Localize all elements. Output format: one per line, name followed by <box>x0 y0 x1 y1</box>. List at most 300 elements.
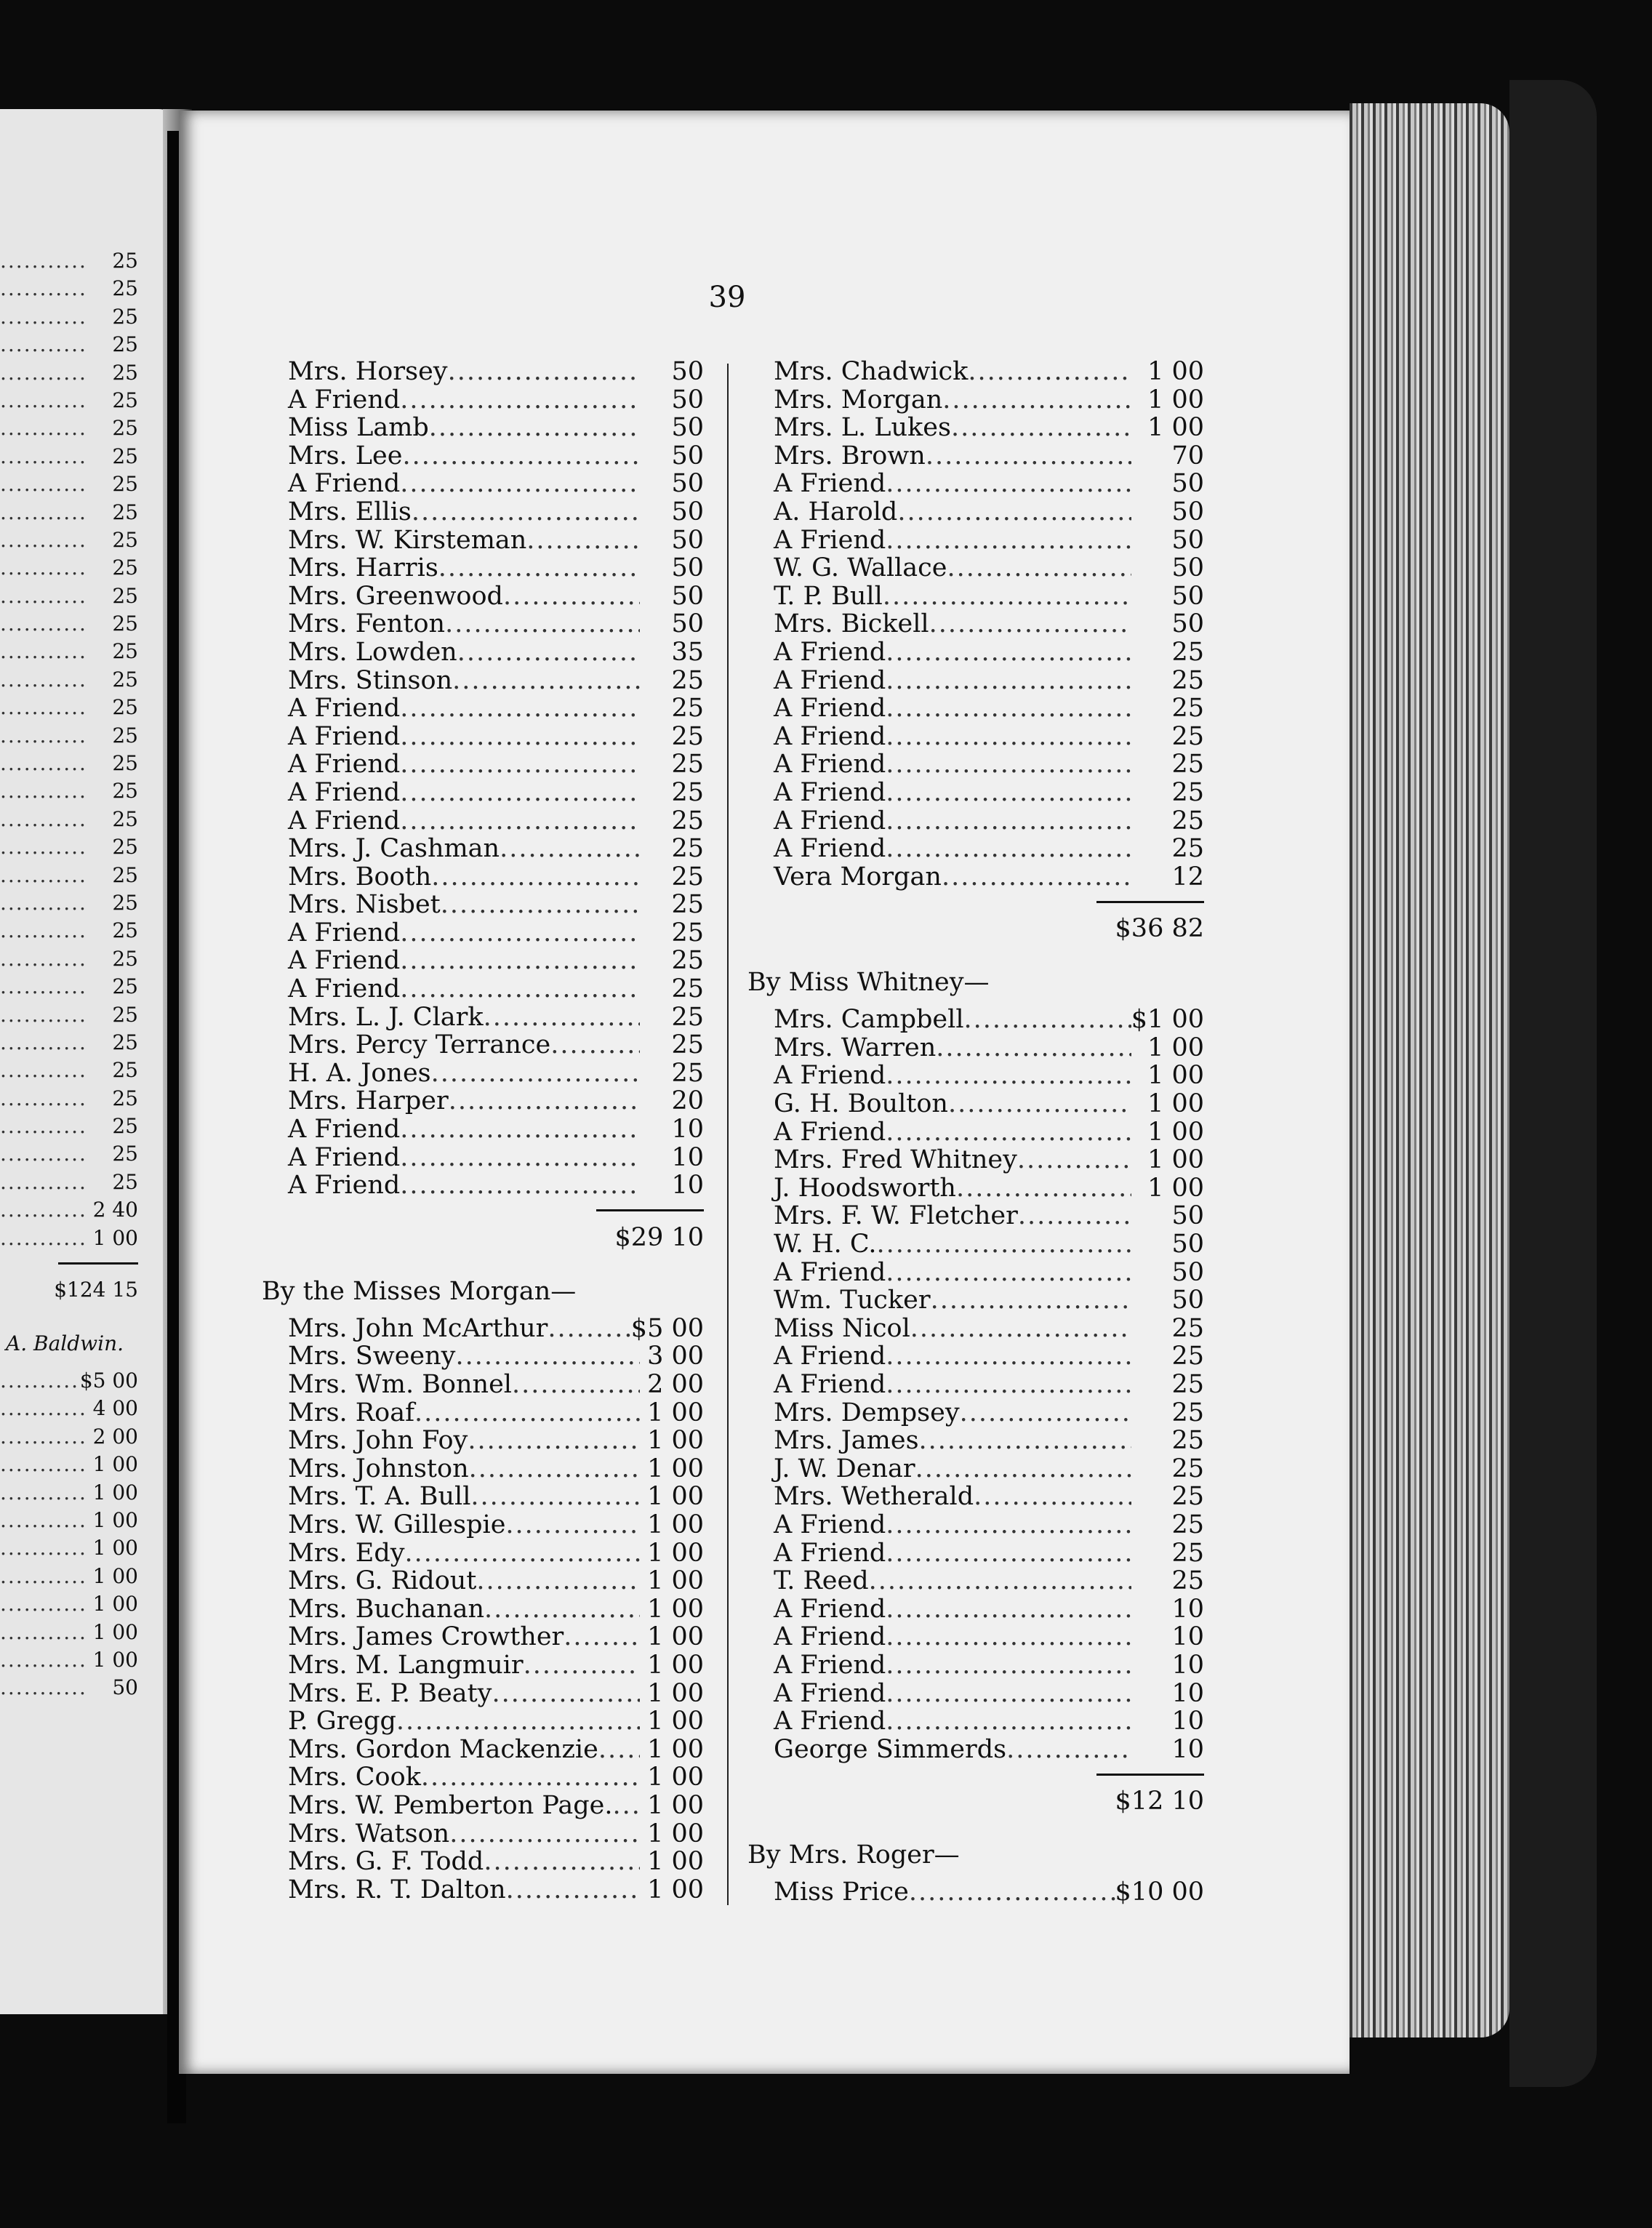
amount-row <box>0 387 138 414</box>
amount: 2 00 <box>647 1370 704 1399</box>
dot-leader <box>869 1567 1131 1595</box>
section-heading: By Miss Whitney— <box>747 968 990 998</box>
contributor-name: A Friend <box>774 1678 886 1708</box>
amount: 1 00 <box>1147 1117 1204 1147</box>
dot-leader <box>0 833 87 861</box>
amount: 25 <box>112 1030 138 1054</box>
contribution-row <box>288 582 704 611</box>
contribution-row <box>774 610 1204 638</box>
dot-leader <box>951 414 1131 442</box>
amount: 50 <box>671 357 704 386</box>
amount: 25 <box>1171 1342 1204 1371</box>
amount: 25 <box>1171 1370 1204 1399</box>
amount: 50 <box>671 497 704 526</box>
amount: 10 <box>671 1115 704 1145</box>
amount: 1 00 <box>647 1510 704 1539</box>
amount: 12 <box>1171 862 1204 891</box>
amount: 1 00 <box>647 1678 704 1708</box>
amount: 1 00 <box>647 1847 704 1877</box>
contribution-row <box>774 498 1204 526</box>
amount-row <box>0 582 138 610</box>
contributor-name: A Friend <box>774 1342 886 1371</box>
amount: 25 <box>112 1002 138 1027</box>
dot-leader <box>886 1118 1131 1147</box>
amount: 1 00 <box>1147 1173 1204 1203</box>
contribution-row <box>288 386 704 414</box>
contribution-row <box>774 1567 1204 1595</box>
rule-line <box>58 1262 138 1265</box>
amount: 1 00 <box>1147 1061 1204 1091</box>
contribution-row <box>774 723 1204 751</box>
total-rule <box>0 1252 138 1274</box>
dot-leader <box>492 1680 640 1708</box>
amount-row <box>0 1646 138 1674</box>
dot-leader <box>400 1115 640 1144</box>
contributor-name: A Friend <box>774 1538 886 1568</box>
total-rule <box>774 891 1204 913</box>
amount: 10 <box>1171 1622 1204 1652</box>
amount: 25 <box>112 332 138 357</box>
section-total: $12 10 <box>1115 1787 1204 1816</box>
amount: 25 <box>112 304 138 329</box>
amount: 25 <box>1171 834 1204 864</box>
amount: 1 00 <box>647 1875 704 1904</box>
amount: 25 <box>671 1002 704 1032</box>
dot-leader <box>886 1371 1131 1399</box>
contributor-name: Mrs. James Crowther <box>288 1622 564 1652</box>
dot-leader <box>0 1029 87 1057</box>
contributor-name: Mrs. Booth <box>288 862 432 891</box>
contribution-row <box>774 1202 1204 1230</box>
amount-row <box>0 862 138 889</box>
contribution-row <box>288 1059 704 1088</box>
amount: 50 <box>1171 553 1204 583</box>
dot-leader <box>886 1259 1131 1287</box>
amount: 25 <box>671 694 704 724</box>
amount: 1 00 <box>1147 1145 1204 1175</box>
contribution-row <box>288 442 704 470</box>
amount-row <box>0 1507 138 1534</box>
contributor-name: Mrs. Wm. Bonnel <box>288 1370 512 1399</box>
contribution-row <box>288 1455 704 1483</box>
amount: 1 00 <box>647 1454 704 1483</box>
amount: 1 00 <box>92 1563 138 1588</box>
amount: 25 <box>112 444 138 468</box>
amount: 25 <box>112 556 138 580</box>
amount: 25 <box>112 695 138 720</box>
contribution-row <box>774 358 1204 386</box>
dot-leader <box>919 1427 1131 1455</box>
contribution-row <box>288 1736 704 1764</box>
dot-leader <box>886 1595 1131 1624</box>
amount-row <box>0 1057 138 1084</box>
contributor-name: A Friend <box>288 385 401 414</box>
dot-leader <box>484 1595 640 1624</box>
amount: 25 <box>112 723 138 748</box>
contributor-name: Mrs. F. W. Fletcher <box>774 1201 1018 1231</box>
amount: 25 <box>671 890 704 920</box>
dot-leader <box>414 1399 640 1427</box>
amount: 25 <box>112 1114 138 1139</box>
dot-leader <box>0 1395 87 1422</box>
contributor-name: Mrs. Campbell <box>774 1005 964 1035</box>
contribution-row <box>288 947 704 975</box>
amount: 25 <box>1171 721 1204 751</box>
contribution-row <box>774 1595 1204 1624</box>
contributor-name: Mrs. Ellis <box>288 497 412 526</box>
amount: 25 <box>671 946 704 976</box>
amount: 25 <box>112 248 138 273</box>
contribution-row <box>288 1848 704 1876</box>
contribution-row <box>774 1455 1204 1483</box>
dot-leader <box>484 1003 640 1032</box>
contributor-name: T. P. Bull <box>774 581 883 611</box>
contribution-row <box>774 1539 1204 1568</box>
dot-leader <box>886 835 1131 863</box>
contribution-row <box>774 526 1204 555</box>
contribution-row <box>774 1651 1204 1680</box>
dot-leader <box>400 779 640 807</box>
amount: 25 <box>112 862 138 887</box>
amount: 25 <box>112 527 138 552</box>
amount: 25 <box>671 974 704 1004</box>
contributor-name: Vera Morgan <box>774 862 942 891</box>
amount: 1 00 <box>92 1225 138 1250</box>
amount-row <box>0 1196 138 1224</box>
amount-row <box>0 275 138 302</box>
amount: 50 <box>1171 1257 1204 1287</box>
contributor-name: Mrs. Johnston <box>288 1454 469 1483</box>
contribution-row <box>288 1399 704 1427</box>
contributor-name: Mrs. John Foy <box>288 1426 468 1456</box>
amount-row <box>0 666 138 694</box>
amount: 1 00 <box>1147 1033 1204 1062</box>
dot-leader <box>503 582 640 611</box>
contribution-row <box>288 1003 704 1032</box>
amount: 35 <box>671 637 704 667</box>
dot-leader <box>974 1483 1131 1511</box>
amount-row <box>0 1113 138 1140</box>
rule-line <box>596 1209 704 1211</box>
amount: 50 <box>1171 581 1204 611</box>
contributor-name: George Simmerds <box>774 1734 1007 1764</box>
dot-leader <box>886 1651 1131 1680</box>
amount: 50 <box>1171 609 1204 639</box>
dot-leader <box>449 1820 640 1848</box>
contribution-row <box>774 807 1204 836</box>
amount: 1 00 <box>647 1707 704 1736</box>
rule-line <box>1096 1774 1204 1776</box>
contributor-name: A Friend <box>774 750 886 780</box>
contribution-row <box>288 1115 704 1144</box>
amount: 4 00 <box>92 1396 138 1421</box>
dot-leader <box>598 1736 640 1764</box>
amount-row <box>0 694 138 721</box>
dot-leader <box>0 1001 87 1029</box>
amount: 25 <box>112 918 138 943</box>
dot-leader <box>0 862 87 889</box>
contribution-row <box>774 1146 1204 1174</box>
contributor-name: Mrs. M. Langmuir <box>288 1650 524 1680</box>
contributor-name: Wm. Tucker <box>774 1286 931 1315</box>
amount: 50 <box>671 385 704 414</box>
amount: $5 00 <box>79 1369 138 1393</box>
amount-row <box>0 247 138 275</box>
contribution-row <box>288 1427 704 1455</box>
dot-leader <box>897 498 1131 526</box>
contributor-name: A Friend <box>288 469 401 499</box>
amount: 1 00 <box>647 1398 704 1427</box>
amount: 25 <box>671 918 704 947</box>
contributor-name: Mrs. Percy Terrance <box>288 1030 551 1060</box>
amount: 25 <box>112 751 138 776</box>
amount: 50 <box>1171 1201 1204 1231</box>
amount: 1 00 <box>647 1538 704 1568</box>
contribution-row <box>774 1878 1204 1907</box>
dot-leader <box>0 1225 87 1252</box>
contribution-row <box>288 1680 704 1708</box>
dot-leader <box>0 610 87 638</box>
contribution-row <box>774 1371 1204 1399</box>
contributor-name: Mrs. Gordon Mackenzie <box>288 1734 598 1764</box>
dot-leader <box>400 470 640 498</box>
contribution-row <box>288 1792 704 1820</box>
dot-leader <box>0 387 87 414</box>
contributor-name: Mrs. James <box>774 1426 919 1456</box>
entry-list-2 <box>288 1315 704 1904</box>
section-heading: By Mrs. Roger— <box>747 1840 960 1870</box>
amount: 25 <box>671 834 704 864</box>
contributor-name: A Friend <box>774 777 886 807</box>
contributor-name: A Friend <box>288 946 401 976</box>
amount: 1 00 <box>647 1622 704 1652</box>
contribution-row <box>288 1483 704 1511</box>
contributor-name: Mrs. Stinson <box>288 665 453 695</box>
dot-leader <box>512 1371 640 1399</box>
contributor-name: Mrs. Greenwood <box>288 581 503 611</box>
dot-leader <box>548 1315 630 1343</box>
contribution-row <box>288 1707 704 1736</box>
contributor-name: A Friend <box>288 694 401 724</box>
amount-row <box>0 833 138 861</box>
contributor-name: Mrs. Watson <box>288 1819 450 1848</box>
amount-row <box>0 443 138 470</box>
dot-leader <box>470 1483 640 1511</box>
dot-leader <box>886 1707 1131 1736</box>
contributor-name: Mrs. Harper <box>288 1086 449 1116</box>
contributor-name: A Friend <box>288 974 401 1004</box>
total-rule <box>774 1763 1204 1785</box>
contribution-row <box>288 1623 704 1651</box>
dot-leader <box>968 358 1131 386</box>
amount-row <box>0 499 138 526</box>
dot-leader <box>0 1479 87 1507</box>
contributor-name: Mrs. Lee <box>288 441 403 470</box>
dot-leader <box>0 722 87 750</box>
contribution-row <box>288 667 704 695</box>
contribution-row <box>288 891 704 919</box>
amount: 10 <box>1171 1678 1204 1708</box>
amount: 10 <box>1171 1734 1204 1764</box>
amount: 25 <box>1171 777 1204 807</box>
amount: 2 40 <box>92 1198 138 1222</box>
dot-leader <box>0 1169 87 1196</box>
dot-leader <box>400 694 640 723</box>
dot-leader <box>550 1031 640 1059</box>
contribution-row <box>288 975 704 1003</box>
amount-row <box>0 945 138 973</box>
dot-leader <box>400 386 640 414</box>
amount: 50 <box>671 609 704 639</box>
contributor-name: Mrs. Buchanan <box>288 1594 485 1624</box>
contribution-row <box>288 779 704 807</box>
contributor-name: Mrs. W. Pemberton Page. <box>288 1790 613 1820</box>
dot-leader <box>438 554 640 582</box>
amount: 1 00 <box>92 1480 138 1504</box>
contributor-name: A Friend <box>774 806 886 836</box>
amount: 50 <box>112 1675 138 1700</box>
amount: 25 <box>671 750 704 780</box>
contributor-name: A Friend <box>774 694 886 724</box>
dot-leader <box>441 891 640 919</box>
contribution-row <box>288 554 704 582</box>
contributor-name: A Friend <box>288 1115 401 1145</box>
column-divider <box>727 364 729 1905</box>
contributor-name: Mrs. Fred Whitney <box>774 1145 1017 1175</box>
amount: 25 <box>112 1169 138 1194</box>
amount: 2 00 <box>92 1424 138 1448</box>
contribution-row <box>288 358 704 386</box>
contribution-row <box>774 1174 1204 1203</box>
dot-leader <box>0 1451 87 1478</box>
dot-leader <box>886 1623 1131 1651</box>
dot-leader <box>886 723 1131 751</box>
dot-leader <box>0 638 87 665</box>
amount: 25 <box>1171 1482 1204 1512</box>
contribution-row <box>774 582 1204 611</box>
total-rule <box>288 1200 704 1222</box>
dot-leader <box>886 807 1131 836</box>
dot-leader <box>910 1315 1131 1343</box>
amount: 3 00 <box>647 1342 704 1371</box>
amount: 25 <box>671 777 704 807</box>
dot-leader <box>0 945 87 973</box>
contributor-name: Mrs. Morgan <box>774 385 943 414</box>
dot-leader <box>0 1507 87 1534</box>
amount-row <box>0 554 138 582</box>
contributor-name: Mrs. E. P. Beaty <box>288 1678 492 1708</box>
dot-leader <box>886 779 1131 807</box>
contribution-row <box>774 1736 1204 1764</box>
amount-row <box>0 1169 138 1196</box>
dot-leader <box>0 1140 87 1168</box>
dot-leader <box>445 610 640 638</box>
contributor-name: Mrs. Cook <box>288 1763 421 1792</box>
contribution-row <box>288 1511 704 1539</box>
contributor-name: A Friend <box>774 665 886 695</box>
amount: 50 <box>671 413 704 443</box>
amount: $5 00 <box>630 1313 704 1343</box>
amount: 25 <box>1171 637 1204 667</box>
amount: 1 00 <box>1147 357 1204 386</box>
amount: 50 <box>671 581 704 611</box>
contributor-name: Mrs. Sweeny <box>288 1342 456 1371</box>
contribution-row <box>774 863 1204 891</box>
contributor-name: A. Harold <box>774 497 898 526</box>
amount-row <box>0 750 138 777</box>
amount: 10 <box>1171 1594 1204 1624</box>
dot-leader <box>956 1174 1131 1203</box>
dot-leader <box>0 1367 80 1395</box>
dot-leader <box>0 1646 87 1674</box>
amount-row <box>0 359 138 387</box>
contribution-row <box>774 1259 1204 1287</box>
column-b <box>747 357 1204 1907</box>
dot-leader <box>886 1680 1131 1708</box>
contributor-name: A Friend <box>774 1370 886 1399</box>
left-amount-list <box>0 247 138 1252</box>
book-cover <box>1509 80 1597 2087</box>
contributor-name: A Friend <box>774 1650 886 1680</box>
amount-row <box>0 1563 138 1590</box>
amount-row <box>0 1479 138 1507</box>
rule-line <box>1096 901 1204 903</box>
amount: 50 <box>671 553 704 583</box>
amount: 10 <box>1171 1650 1204 1680</box>
dot-leader <box>448 358 640 386</box>
dot-leader <box>886 526 1131 555</box>
contribution-row <box>288 835 704 863</box>
contribution-row <box>774 1623 1204 1651</box>
amount-row <box>0 917 138 945</box>
dot-leader <box>564 1623 640 1651</box>
dot-leader <box>0 1196 87 1224</box>
contributor-name: J. W. Denar <box>774 1454 915 1483</box>
amount-row <box>0 889 138 917</box>
contributor-name: Mrs. Nisbet <box>288 890 441 920</box>
dot-leader <box>0 1674 87 1702</box>
contribution-row <box>288 863 704 891</box>
dot-leader <box>926 442 1131 470</box>
contributor-name: G. H. Boulton <box>774 1089 948 1119</box>
contribution-row <box>288 1567 704 1595</box>
amount: 25 <box>112 667 138 692</box>
dot-leader <box>500 835 640 863</box>
amount: 50 <box>1171 497 1204 526</box>
amount-row <box>0 303 138 331</box>
contributor-name: A Friend <box>774 1117 886 1147</box>
contribution-row <box>288 723 704 751</box>
left-amount-list-2 <box>0 1367 138 1702</box>
amount: 25 <box>1171 806 1204 836</box>
contributor-name: A Friend <box>288 721 401 751</box>
contributor-name: Mrs. Bickell <box>774 609 929 639</box>
contribution-row <box>288 1651 704 1680</box>
amount-row <box>0 1141 138 1169</box>
amount-row <box>0 722 138 750</box>
amount: 1 00 <box>647 1763 704 1792</box>
contributor-name: A Friend <box>774 1510 886 1539</box>
contributor-name: Mrs. J. Cashman <box>288 834 500 864</box>
entry-list <box>288 358 704 1200</box>
amount: 25 <box>1171 1538 1204 1568</box>
amount-row <box>0 1085 138 1113</box>
contributor-name: A Friend <box>774 525 886 555</box>
contributor-name: Miss Nicol <box>774 1313 910 1343</box>
contribution-row <box>288 1371 704 1399</box>
contribution-row <box>288 414 704 442</box>
amount-row <box>0 1395 138 1422</box>
